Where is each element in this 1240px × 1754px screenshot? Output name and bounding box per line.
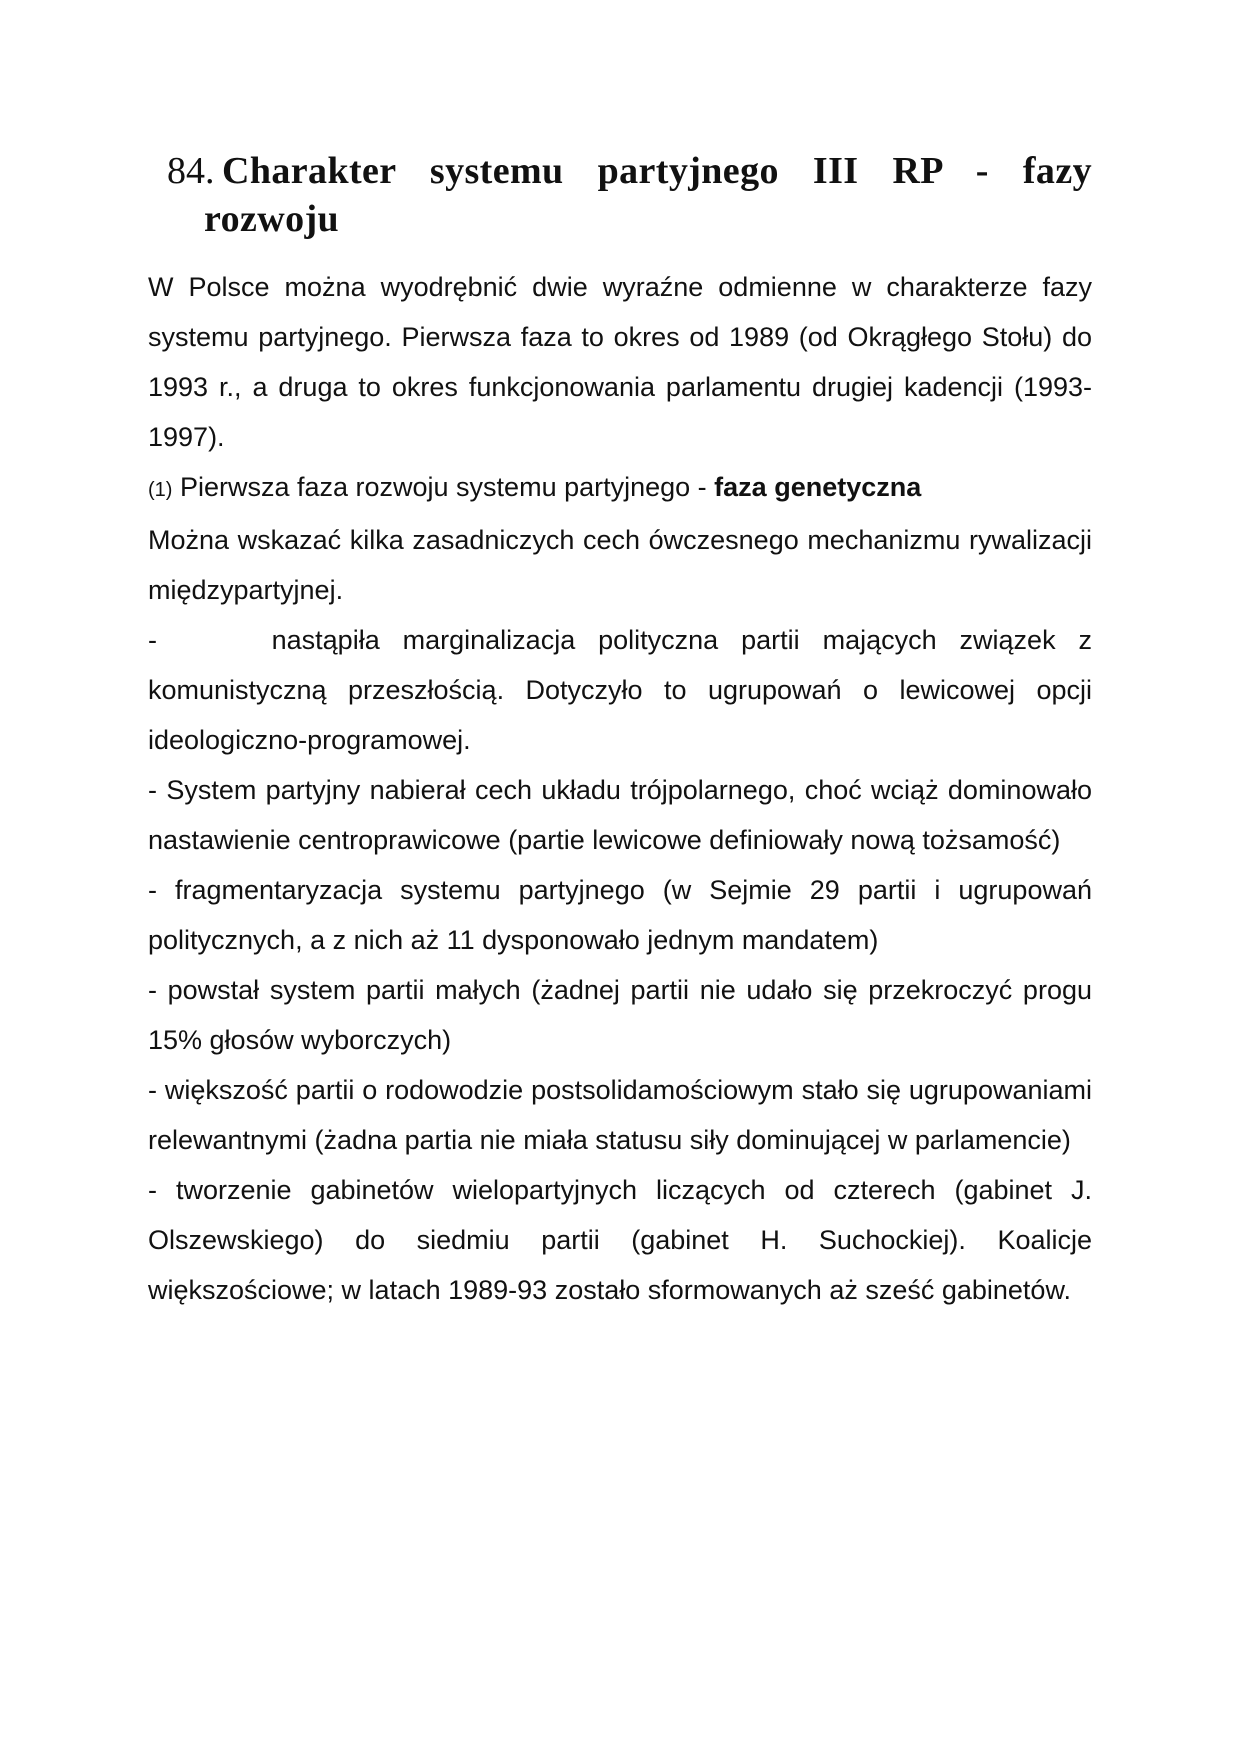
lead-paragraph: Można wskazać kilka zasadniczych cech ówczesnego mechanizmu rywalizacji międzypartyjnej. xyxy=(148,525,1092,605)
feature-item: - fragmentaryzacja systemu partyjnego (w Sejmie 29 partii i ugrupowań politycznych, a z nich aż 11 dysponowało jednym mandatem) xyxy=(148,875,1092,955)
document-body xyxy=(148,262,1100,1315)
feature-item: - powstał system partii małych (żadnej partii nie udało się przekroczyć progu 15% głosów wyborczych) xyxy=(148,975,1092,1055)
heading-number: 84. xyxy=(167,150,215,192)
phase-name: faza genetyczna xyxy=(714,472,922,502)
feature-item: - większość partii o rodowodzie postsolidamościowym stało się ugrupowaniami relewantnymi (żadna partia nie miała statusu siły dominującej w parlamencie) xyxy=(148,1075,1092,1155)
intro-paragraph: W Polsce można wyodrębnić dwie wyraźne odmienne w charakterze fazy systemu partyjnego. Pierwsza faza to okres od 1989 (od Okrągłego Stołu) do 1993 r., a druga to okres funkcjonowania parlamentu drugiej kadencji (1993-1997). xyxy=(148,272,1092,452)
phase-heading xyxy=(148,462,1092,515)
heading-title: Charakter systemu partyjnego III RP - fazy rozwoju xyxy=(204,150,1092,240)
feature-item: - nastąpiła marginalizacja polityczna partii mających związek z komunistyczną przeszłością. Dotyczyło to ugrupowań o lewicowej opcji ideologiczno-programowej. xyxy=(148,625,1100,755)
section-heading xyxy=(167,147,1092,243)
phase-label: Pierwsza faza rozwoju systemu partyjnego - xyxy=(172,472,715,502)
feature-item: - System partyjny nabierał cech układu trójpolarnego, choć wciąż dominowało nastawienie centroprawicowe (partie lewicowe definiowały nową tożsamość) xyxy=(148,775,1092,855)
feature-item: - tworzenie gabinetów wielopartyjnych liczących od czterech (gabinet J. Olszewskiego) do siedmiu partii (gabinet H. Suchockiej). Koalicje większościowe; w latach 1989-93 zostało sformowanych aż sześć gabinetów. xyxy=(148,1175,1092,1305)
phase-marker: (1) xyxy=(148,479,173,501)
